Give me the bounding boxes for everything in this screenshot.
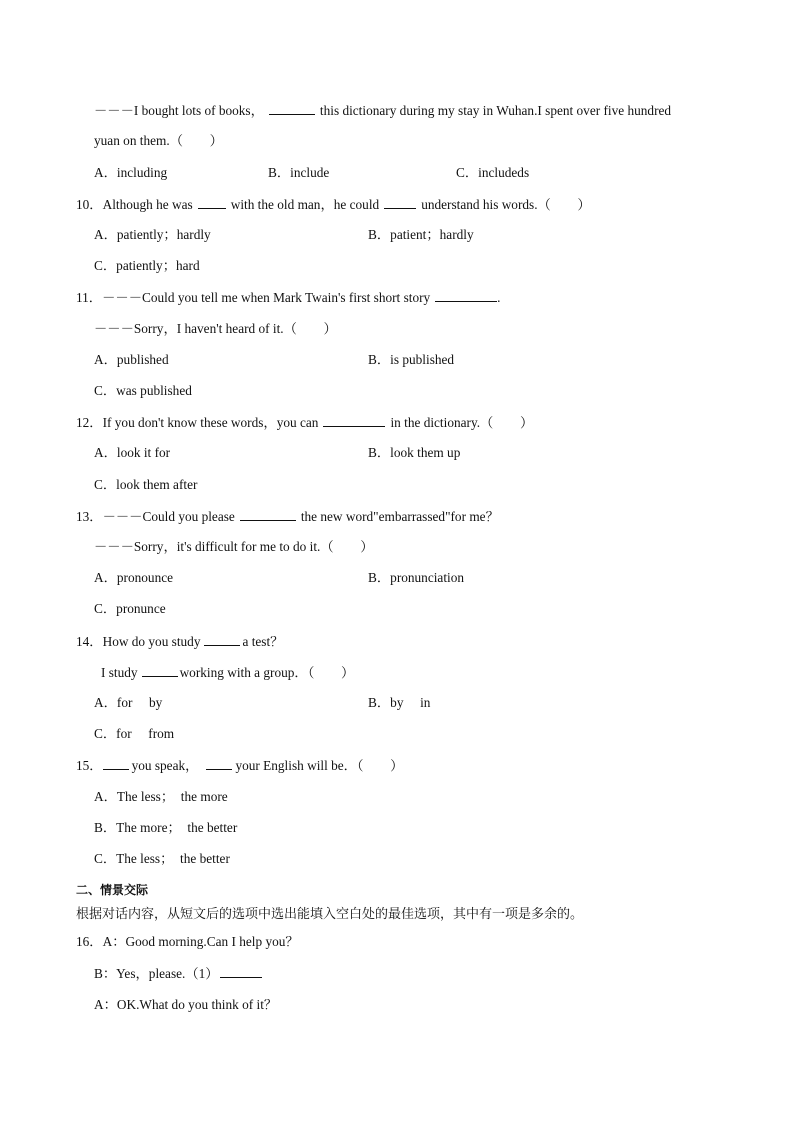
answer-blank[interactable] (103, 757, 129, 770)
q13-stem (76, 508, 499, 525)
section-instruction: 根据对话内容，从短文后的选项中选出能填入空白处的最佳选项，其中有一项是多余的。 (76, 907, 584, 922)
q10-text-c: understand his words.（ ） (421, 197, 591, 212)
q15-option-a[interactable]: A．The less； the more (94, 789, 228, 804)
q14-text-a: 14．How do you study (76, 634, 201, 649)
q14-line2 (101, 664, 354, 681)
q14-stem (76, 633, 283, 650)
q14-option-c[interactable]: C．for from (94, 726, 175, 741)
q14-option-a[interactable]: A．for by (94, 695, 163, 710)
q16-line3: A：OK.What do you think of it？ (94, 997, 278, 1012)
q10-text-b: with the old man，he could (230, 197, 380, 212)
q15-option-c[interactable]: C．The less； the better (94, 851, 230, 866)
q15-text-b: you speak， (131, 758, 199, 773)
q11-text-b: . (497, 290, 501, 305)
answer-blank[interactable] (435, 289, 497, 302)
q9-option-b[interactable]: B．include (268, 165, 330, 180)
q10-option-c[interactable]: C．patiently；hard (94, 258, 200, 273)
q9-option-a[interactable]: A．including (94, 165, 168, 180)
answer-blank[interactable] (142, 664, 178, 677)
q11-option-a[interactable]: A．published (94, 352, 169, 367)
answer-blank[interactable] (323, 414, 385, 427)
q13-text-a: 13．－－－Could you please (76, 509, 235, 524)
q9-option-c[interactable]: C．includeds (456, 165, 530, 180)
q15-stem (76, 757, 403, 774)
q11-option-c[interactable]: C．was published (94, 383, 192, 398)
q12-option-a[interactable]: A．look it for (94, 445, 171, 460)
q11-text-a: 11．－－－Could you tell me when Mark Twain's first short story (76, 290, 431, 305)
q12-stem (76, 414, 533, 431)
q15-text-a: 15． (76, 758, 103, 773)
q13-reply: －－－Sorry，it's difficult for me to do it.（ ） (94, 539, 374, 554)
q13-option-a[interactable]: A．pronounce (94, 570, 174, 585)
q9-text-b: this dictionary during my stay in Wuhan.I spent over five hundred (319, 103, 672, 118)
answer-blank[interactable] (384, 196, 416, 209)
q10-option-a[interactable]: A．patiently；hardly (94, 227, 211, 242)
q10-stem (76, 196, 591, 213)
answer-blank[interactable] (206, 757, 232, 770)
answer-blank[interactable] (240, 508, 296, 521)
q10-text-a: 10．Although he was (76, 197, 193, 212)
q10-option-b[interactable]: B．patient；hardly (368, 227, 474, 242)
q14-text-c: I study (101, 665, 138, 680)
q13-text-b: the new word"embarrassed"for me？ (300, 509, 499, 524)
q14-text-d: working with a group．（ ） (179, 665, 355, 680)
q15-option-b[interactable]: B．The more； the better (94, 820, 238, 835)
q11-stem (76, 289, 501, 306)
q14-option-b[interactable]: B．by in (368, 695, 431, 710)
answer-blank[interactable] (204, 633, 240, 646)
answer-blank[interactable] (198, 196, 226, 209)
q16-text-b: B：Yes，please.（1） (94, 966, 219, 981)
q12-text-b: in the dictionary.（ ） (390, 415, 534, 430)
q12-option-c[interactable]: C．look them after (94, 477, 198, 492)
answer-blank[interactable] (220, 965, 262, 978)
q15-text-c: your English will be．（ ） (235, 758, 404, 773)
q9-text-a: －－－I bought lots of books， (94, 103, 264, 118)
q9-line2: yuan on them.（ ） (94, 133, 223, 148)
q14-text-b: a test？ (242, 634, 284, 649)
q12-option-b[interactable]: B．look them up (368, 445, 461, 460)
q9-line1 (94, 102, 671, 119)
q12-text-a: 12．If you don't know these words，you can (76, 415, 319, 430)
q16-line2 (94, 965, 262, 982)
answer-blank[interactable] (269, 102, 315, 115)
q13-option-b[interactable]: B．pronunciation (368, 570, 465, 585)
q11-option-b[interactable]: B．is published (368, 352, 455, 367)
q16-line1: 16．A：Good morning.Can I help you？ (76, 934, 299, 949)
q11-reply: －－－Sorry，I haven't heard of it.（ ） (94, 321, 337, 336)
q13-option-c[interactable]: C．pronunce (94, 601, 166, 616)
section-heading: 二、情景交际 (76, 883, 149, 897)
